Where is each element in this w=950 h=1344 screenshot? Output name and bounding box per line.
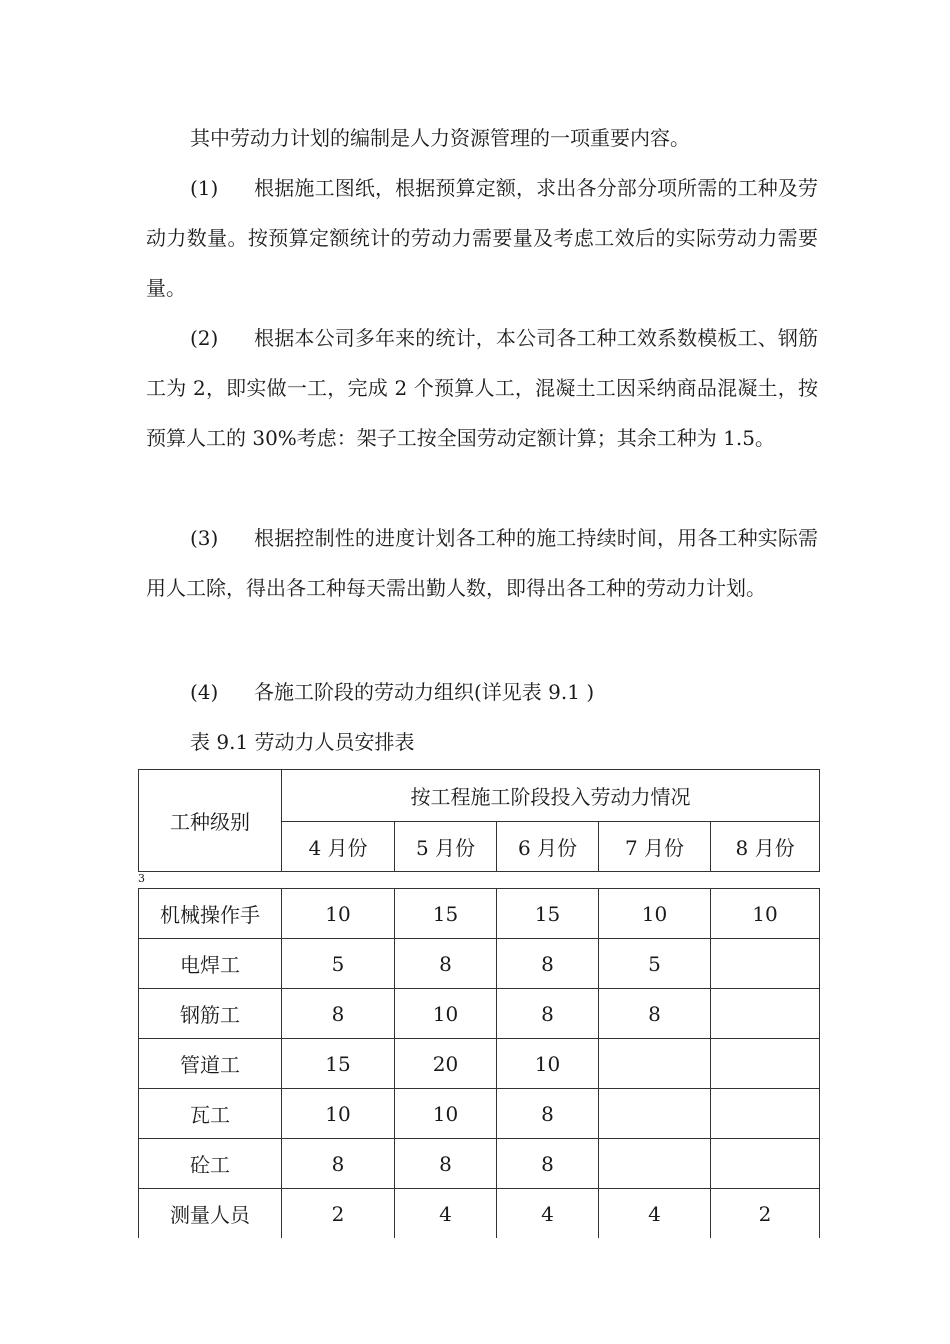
- paragraph-2: [146, 313, 818, 463]
- headcount-cell: 15: [497, 889, 599, 939]
- month-header-cell: 7 月份: [599, 822, 711, 872]
- headcount-cell: [711, 1039, 820, 1089]
- headcount-cell: 15: [395, 889, 497, 939]
- headcount-cell: 15: [282, 1039, 395, 1089]
- worker-type-cell: 砼工: [139, 1139, 282, 1189]
- paragraph-3: [146, 513, 818, 613]
- table-row: [139, 1089, 820, 1139]
- worker-type-cell: 机械操作手: [139, 889, 282, 939]
- headcount-cell: 10: [599, 889, 711, 939]
- worker-type-cell: 测量人员: [139, 1189, 282, 1239]
- headcount-cell: [599, 1039, 711, 1089]
- headcount-cell: [599, 1089, 711, 1139]
- paragraph-text: 各施工阶段的劳动力组织(详见表 9.1 ): [254, 680, 595, 704]
- paragraph-text: 根据控制性的进度计划各工种的施工持续时间，用各工种实际需用人工除，得出各工种每天需出勤人数，即得出各工种的劳动力计划。: [146, 526, 818, 600]
- row-header-cell: 工种级别: [139, 770, 282, 872]
- headcount-cell: 8: [282, 1139, 395, 1189]
- table-row: [139, 889, 820, 939]
- worker-type-cell: 管道工: [139, 1039, 282, 1089]
- table-row: [139, 1139, 820, 1189]
- paragraph-intro: [146, 113, 818, 163]
- paragraph-text: 根据本公司多年来的统计，本公司各工种工效系数模板工、钢筋工为 2，即实做一工，完成 2 个预算人工，混凝土工因采纳商品混凝土，按预算人工的 30%考虑：架子工按全国劳动定额计算；其余工种为 1.5。: [146, 326, 818, 450]
- item-number: (3): [190, 526, 219, 550]
- table-row: [139, 1039, 820, 1089]
- headcount-cell: 8: [395, 1139, 497, 1189]
- headcount-cell: 2: [282, 1189, 395, 1239]
- worker-type-cell: 钢筋工: [139, 989, 282, 1039]
- headcount-cell: 10: [395, 1089, 497, 1139]
- headcount-cell: 4: [497, 1189, 599, 1239]
- headcount-cell: [711, 989, 820, 1039]
- headcount-cell: 5: [599, 939, 711, 989]
- page-mark: 3: [138, 872, 145, 885]
- headcount-cell: 10: [282, 889, 395, 939]
- table-row: [139, 939, 820, 989]
- headcount-cell: 8: [395, 939, 497, 989]
- headcount-cell: 10: [282, 1089, 395, 1139]
- table-row: [139, 1189, 820, 1239]
- month-header-cell: 8 月份: [711, 822, 820, 872]
- headcount-cell: 8: [497, 1089, 599, 1139]
- headcount-cell: 2: [711, 1189, 820, 1239]
- headcount-cell: 4: [599, 1189, 711, 1239]
- month-header-cell: 5 月份: [395, 822, 497, 872]
- item-number: (1): [190, 176, 219, 200]
- headcount-cell: 5: [282, 939, 395, 989]
- headcount-cell: 10: [497, 1039, 599, 1089]
- table-header: [138, 769, 820, 872]
- headcount-cell: [711, 1139, 820, 1189]
- month-header-cell: 6 月份: [497, 822, 599, 872]
- table-row: [139, 989, 820, 1039]
- paragraph-text: 其中劳动力计划的编制是人力资源管理的一项重要内容。: [190, 126, 690, 150]
- headcount-cell: [711, 939, 820, 989]
- month-header-cell: 4 月份: [282, 822, 395, 872]
- headcount-cell: [711, 1089, 820, 1139]
- headcount-cell: 8: [497, 989, 599, 1039]
- item-number: (4): [190, 680, 219, 704]
- worker-type-cell: 电焊工: [139, 939, 282, 989]
- paragraph-text: 根据施工图纸，根据预算定额，求出各分部分项所需的工种及劳动力数量。按预算定额统计的劳动力需要量及考虑工效后的实际劳动力需要量。: [146, 176, 818, 300]
- labor-table: [138, 888, 820, 1238]
- worker-type-cell: 瓦工: [139, 1089, 282, 1139]
- headcount-cell: 10: [711, 889, 820, 939]
- headcount-cell: 8: [497, 939, 599, 989]
- item-number: (2): [190, 326, 219, 350]
- group-header-cell: 按工程施工阶段投入劳动力情况: [282, 770, 820, 822]
- headcount-cell: 4: [395, 1189, 497, 1239]
- headcount-cell: 20: [395, 1039, 497, 1089]
- headcount-cell: 8: [497, 1139, 599, 1189]
- paragraph-1: [146, 163, 818, 313]
- headcount-cell: [599, 1139, 711, 1189]
- headcount-cell: 8: [599, 989, 711, 1039]
- headcount-cell: 10: [395, 989, 497, 1039]
- table-caption: 表 9.1 劳动力人员安排表: [190, 730, 415, 754]
- paragraph-4: [146, 667, 818, 717]
- headcount-cell: 8: [282, 989, 395, 1039]
